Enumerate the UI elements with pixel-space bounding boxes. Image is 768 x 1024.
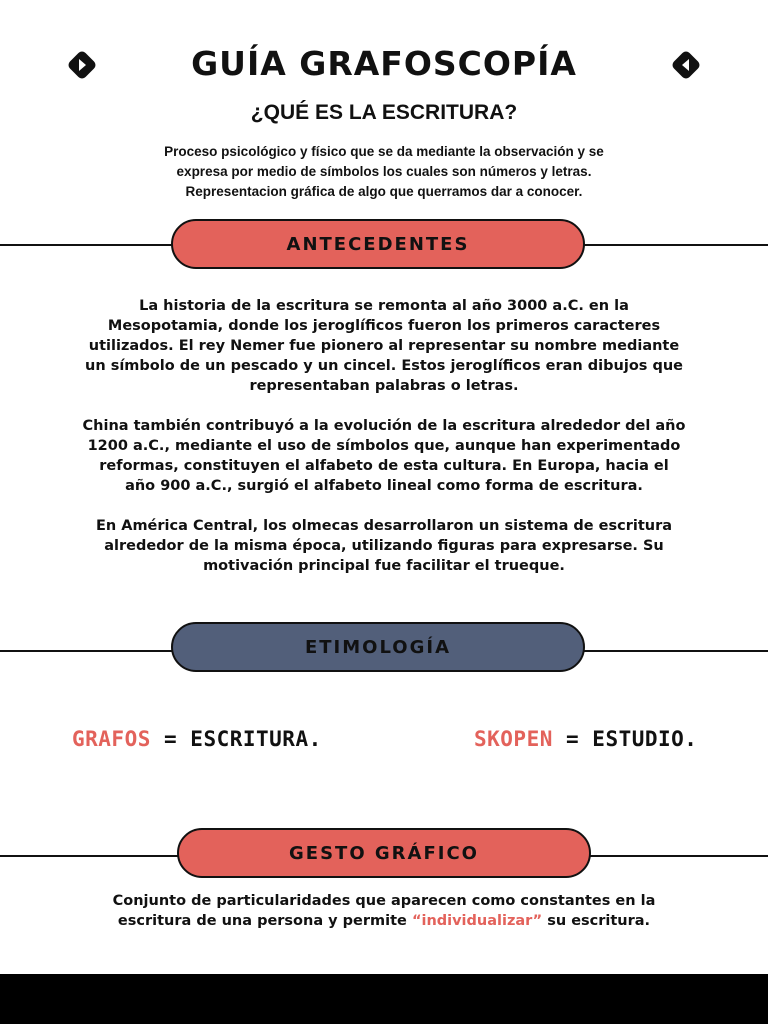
- section-heading-que-es: ¿QUÉ ES LA ESCRITURA?: [250, 101, 518, 124]
- text-line: reformas, constituyen el alfabeto de esta cultura. En Europa, hacia el: [99, 458, 669, 474]
- etymology-term: GRAFOS: [72, 727, 151, 751]
- diamond-arrow-icon: [670, 49, 702, 81]
- text-line: La historia de la escritura se remonta al año 3000 a.C. en la: [139, 298, 629, 314]
- etymology-grafos: [72, 724, 322, 754]
- text-line-part: su escritura.: [542, 913, 651, 929]
- section-pill-antecedentes: [171, 219, 585, 269]
- etymology-meaning: ESTUDIO.: [592, 727, 698, 751]
- etymology-skopen: [474, 724, 697, 754]
- text-line: representaban palabras o letras.: [249, 378, 519, 394]
- etymology-term: SKOPEN: [474, 727, 553, 751]
- text-line-part: escritura de una persona y permite: [117, 913, 412, 929]
- intro-line: Representacion gráfica de algo que querramos dar a conocer.: [185, 184, 583, 199]
- section-pill-etimologia: [171, 622, 585, 672]
- section-label: ANTECEDENTES: [286, 233, 470, 255]
- antecedentes-text: [40, 296, 728, 576]
- text-line: alrededor de la misma época, utilizando figuras para expresarse. Su: [104, 538, 664, 554]
- section-label: ETIMOLOGÍA: [304, 636, 452, 658]
- etymology-meaning: ESCRITURA.: [190, 727, 322, 751]
- text-line: China también contribuyó a la evolución de la escritura alrededor del año: [82, 418, 686, 434]
- intro-line: Proceso psicológico y físico que se da mediante la observación y se: [164, 144, 604, 159]
- text-line: En América Central, los olmecas desarrollaron un sistema de escritura: [95, 518, 673, 534]
- highlight-individualizar: “individualizar”: [411, 913, 543, 929]
- gesto-text: [40, 891, 728, 931]
- text-line: Mesopotamia, donde los jeroglíficos fueron los primeros caracteres: [107, 318, 661, 334]
- text-line: un símbolo de un pescado y un cincel. Estos jeroglíficos eran dibujos que: [85, 358, 683, 374]
- section-pill-gesto-grafico: [177, 828, 591, 878]
- page-title: GUÍA GRAFOSCOPÍA: [191, 44, 577, 83]
- section-label: GESTO GRÁFICO: [289, 842, 479, 864]
- text-line: Conjunto de particularidades que aparecen como constantes en la: [112, 893, 656, 909]
- equals-sign: =: [150, 727, 191, 751]
- intro-text: [110, 142, 658, 202]
- footer-bar: [0, 974, 768, 1024]
- text-line: año 900 a.C., surgió el alfabeto lineal como forma de escritura.: [125, 478, 643, 494]
- header: [0, 40, 768, 90]
- text-line: utilizados. El rey Nemer fue pionero al representar su nombre mediante: [88, 338, 680, 354]
- text-line: motivación principal fue facilitar el trueque.: [203, 558, 565, 574]
- equals-sign: =: [552, 727, 593, 751]
- paragraph: [40, 416, 728, 496]
- paragraph: [40, 516, 728, 576]
- paragraph: [40, 296, 728, 396]
- intro-line: expresa por medio de símbolos los cuales son números y letras.: [176, 164, 592, 179]
- text-line: 1200 a.C., mediante el uso de símbolos que, aunque han experimentado: [87, 438, 681, 454]
